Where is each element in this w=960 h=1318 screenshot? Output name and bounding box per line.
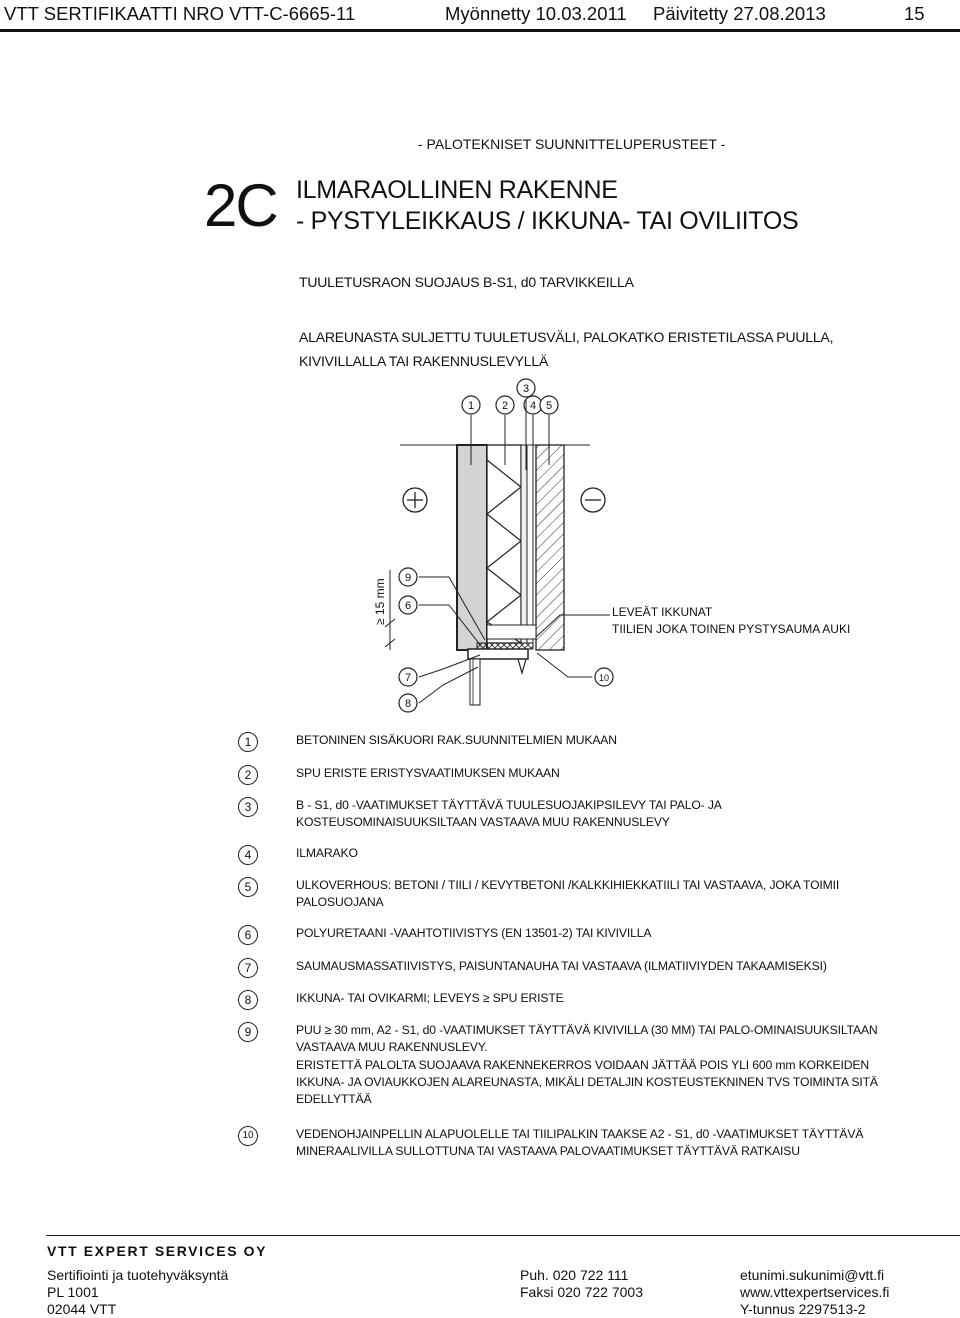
detail-title: ILMARAOLLINEN RAKENNE [296,176,618,204]
footer-pobox: PL 1001 [47,1284,99,1300]
legend-text-4: ILMARAKO [296,846,358,860]
footer-postcode: 02044 VTT [47,1301,117,1317]
svg-text:8: 8 [404,698,412,710]
legend-text-7: SAUMAUSMASSATIIVISTYS, PAISUNTANAUHA TAI VASTAAVA (ILMATIIVIYDEN TAKAAMISEKSI) [296,959,827,973]
insulation-layer [487,445,521,643]
callout-1 [462,396,480,414]
svg-text:10: 10 [598,673,610,683]
legend-number-1: 1 [238,732,258,752]
legend-text-3: KOSTEUSOMINAISUUKSILTAAN VASTAAVA MUU RAKENNUSLEVY [296,815,670,830]
callout-4 [524,396,542,414]
cladding-layer [536,445,564,650]
footer-fax: Faksi 020 722 7003 [520,1284,643,1300]
concrete-shell [457,445,487,650]
callout-8 [399,694,417,712]
svg-text:6: 6 [404,600,412,612]
legend-number-7: 7 [238,958,258,978]
callout-7 [399,668,417,686]
section-drawing [360,375,880,720]
legend-text-9: EDELLYTTÄÄ [296,1092,372,1107]
detail-code: 2C [204,172,277,239]
legend-text-6: POLYURETAANI -VAAHTOTIIVISTYS (EN 13501-2) TAI KIVIVILLA [296,926,652,940]
page-header [0,0,960,32]
ventilation-note-2: KIVIVILLALLA TAI RAKENNUSLEVYLLÄ [299,353,549,369]
svg-text:4: 4 [529,400,537,412]
updated-date: Päivitetty 27.08.2013 [653,3,826,24]
granted-date: Myönnetty 10.03.2011 [445,3,627,24]
legend-text-8: IKKUNA- TAI OVIKARMI; LEVEYS ≥ SPU ERISTE [296,991,564,1005]
svg-text:9: 9 [404,572,412,584]
footer-phone: Puh. 020 722 111 [520,1267,629,1283]
header-rule [0,29,960,32]
company-name: VTT EXPERT SERVICES OY [47,1243,268,1259]
protection-note: TUULETUSRAON SUOJAUS B-S1, d0 TARVIKKEILLA [299,274,634,290]
callout-3 [517,379,535,397]
svg-text:5: 5 [545,400,553,412]
callout-10 [595,668,613,686]
legend-text-2: SPU ERISTE ERISTYSVAATIMUKSEN MUKAAN [296,766,560,780]
legend-number-3: 3 [238,797,258,817]
svg-text:1: 1 [467,400,475,412]
side-label-2: TIILIEN JOKA TOINEN PYSTYSAUMA AUKI [612,622,851,636]
section-subtitle: - PALOTEKNISET SUUNNITTELUPERUSTEET - [418,136,726,152]
detail-title-2: - PYSTYLEIKKAUS / IKKUNA- TAI OVILIITOS [296,207,799,235]
legend-text-10: VEDENOHJAINPELLIN ALAPUOLELLE TAI TIILIPALKIN TAAKSE A2 - S1, d0 -VAATIMUKSET TÄYTTÄVÄ [296,1127,864,1141]
legend-number-6: 6 [238,925,258,945]
svg-text:7: 7 [404,672,412,684]
legend-text-5: ULKOVERHOUS: BETONI / TIILI / KEVYTBETONI /KALKKIHIEKKATIILI TAI VASTAAVA, JOKA TOIMII [296,878,840,892]
callout-6 [399,596,417,614]
callout-5 [540,396,558,414]
legend-text-1: BETONINEN SISÄKUORI RAK.SUUNNITELMIEN MUKAAN [296,733,617,747]
callout-2 [496,396,514,414]
svg-text:3: 3 [522,383,530,395]
legend-text-9: PUU ≥ 30 mm, A2 - S1, d0 -VAATIMUKSET TÄYTTÄVÄ KIVIVILLA (30 MM) TAI PALO-OMINAISUUKSILTAAN [296,1023,878,1037]
legend-number-4: 4 [238,845,258,865]
legend-text-9: ERISTETTÄ PALOLTA SUOJAAVA RAKENNEKERROS VOIDAAN JÄTTÄÄ POIS YLI 600 mm KORKEIDEN [296,1057,869,1072]
legend-text-9: IKKUNA- JA OVIAUKKOJEN ALAREUNASTA, MIKÄLI DETALJIN KOSTEUSTEKNINEN TVS TOIMINTA SITÄ [296,1074,878,1089]
legend-text-3: B - S1, d0 -VAATIMUKSET TÄYTTÄVÄ TUULESUOJAKIPSILEVY TAI PALO- JA [296,798,722,812]
svg-text:2: 2 [501,400,509,412]
legend-number-5: 5 [238,877,258,897]
ventilation-note-1: ALAREUNASTA SULJETTU TUULETUSVÄLI, PALOKATKO ERISTETILASSA PUULLA, [299,329,834,345]
legend-number-10: 10 [238,1126,258,1146]
legend-text-10: MINERAALIVILLA SULLOTTUNA TAI VASTAAVA PALOVAATIMUKSET TÄYTTÄVÄ RATKAISU [296,1144,800,1159]
dimension-label: ≥ 15 mm [373,578,387,625]
certificate-number: VTT SERTIFIKAATTI NRO VTT-C-6665-11 [4,3,356,24]
callout-9 [399,568,417,586]
footer-business-id: Y-tunnus 2297513-2 [740,1301,866,1317]
footer-website[interactable]: www.vttexpertservices.fi [740,1284,890,1300]
legend-number-9: 9 [238,1022,258,1042]
legend-text-5: PALOSUOJANA [296,895,384,910]
side-label-1: LEVEÄT IKKUNAT [612,605,713,619]
legend-number-8: 8 [238,990,258,1010]
footer-rule [46,1235,960,1236]
legend-text-9: VASTAAVA MUU RAKENNUSLEVY. [296,1040,488,1055]
footer-email[interactable]: etunimi.sukunimi@vtt.fi [740,1267,885,1283]
page-number: 15 [904,3,925,24]
footer-department: Sertifiointi ja tuotehyväksyntä [47,1267,229,1283]
legend-number-2: 2 [238,765,258,785]
